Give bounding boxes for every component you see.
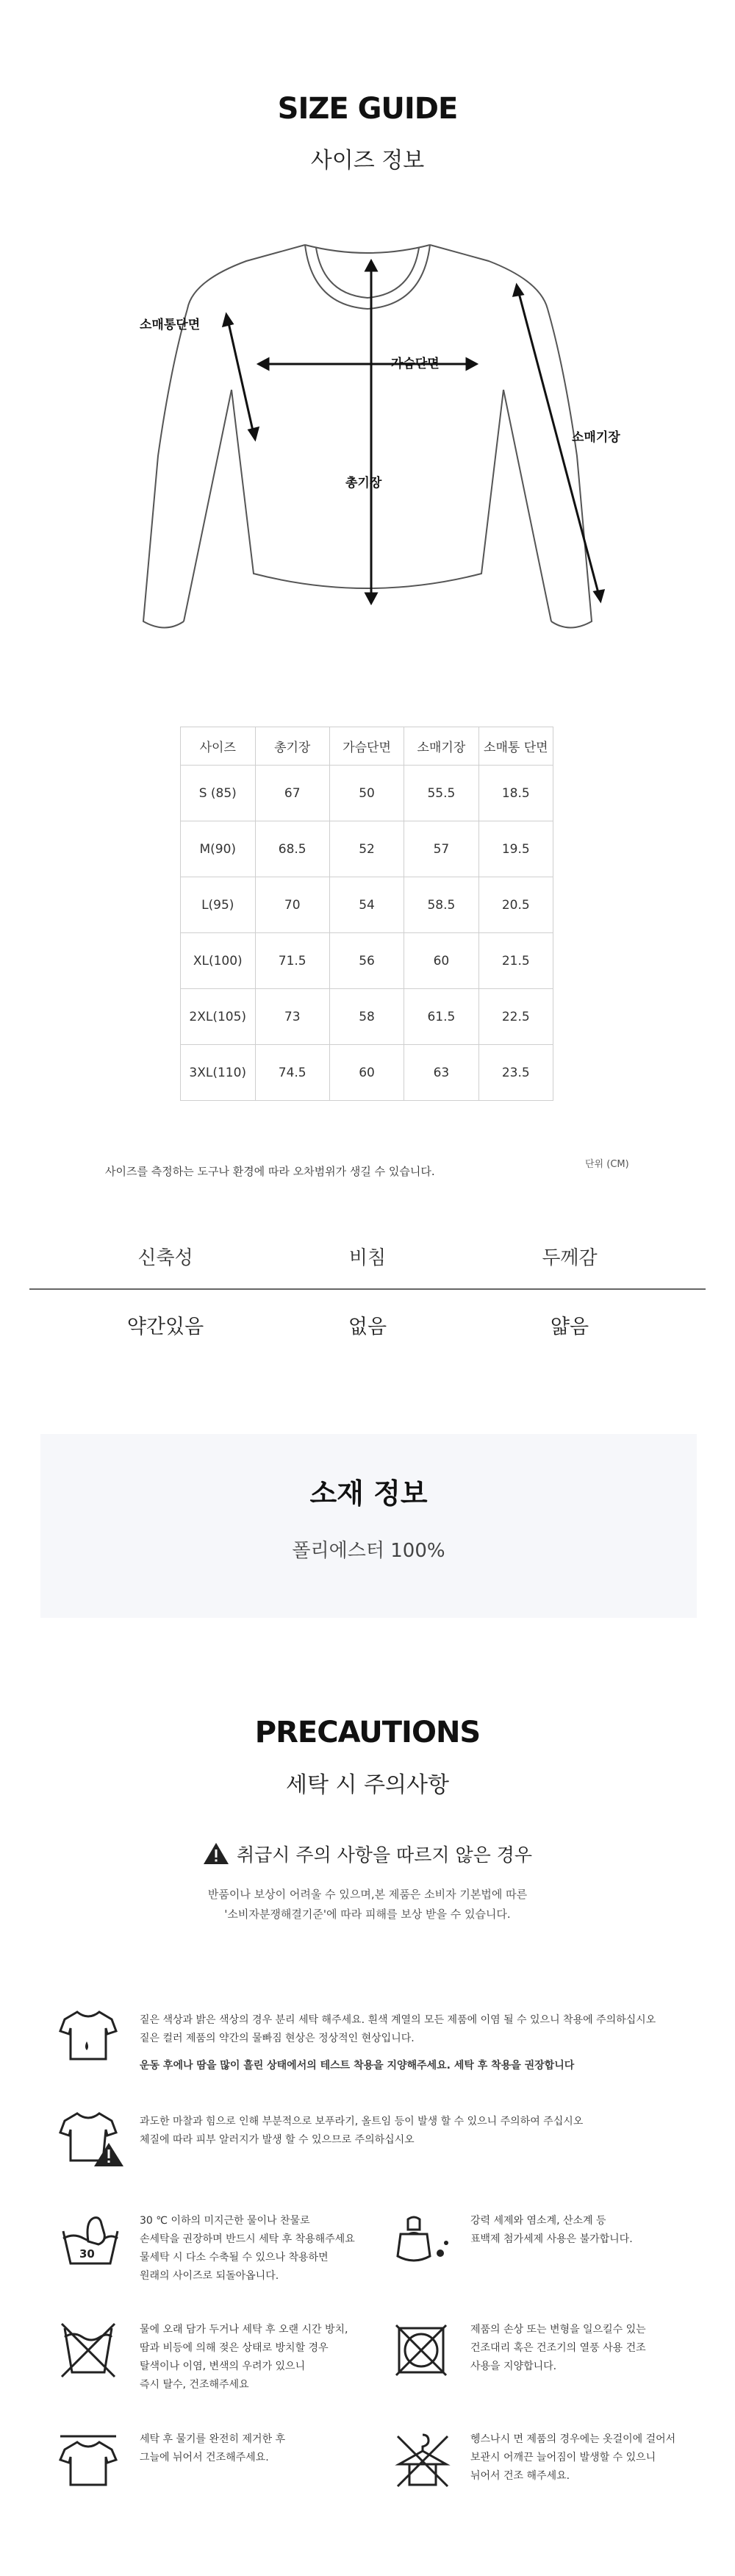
warning-line-2: '소비자분쟁해결기준'에 따라 피해를 보상 받을 수 있습니다. [224,1908,511,1921]
care-line: 그늘에 뉘어서 건조해주세요. [140,2452,269,2463]
care-line: 세탁 후 물기를 완전히 제거한 후 [140,2433,286,2445]
label-sleeve-length: 소매기장 [572,430,620,445]
property-label-thickness: 두께감 [542,1247,598,1269]
measurement-arrows [223,261,603,603]
size-guide-subtitle: 사이즈 정보 [310,148,425,174]
care-line: 물세탁 시 다소 수축될 수 있으나 착용하면 [140,2252,329,2263]
table-row [181,1045,553,1101]
table-cell: 71.5 [255,933,329,989]
table-cell: 2XL(105) [181,989,256,1045]
unit-label: 단위 (CM) [585,1159,629,1170]
table-cell: 70 [255,877,329,933]
property-label-stretch: 신축성 [137,1247,193,1269]
care-line: 즉시 탈수, 건조해주세요 [140,2379,249,2391]
care-text-2 [140,2113,713,2149]
material-value: 폴리에스터 100% [292,1540,445,1562]
table-cell: 61.5 [404,989,478,1045]
table-cell: 68.5 [255,821,329,877]
table-cell: 56 [329,933,404,989]
no-tumble-dry-icon [393,2321,452,2380]
property-divider [29,1288,706,1290]
table-cell: 19.5 [478,821,553,877]
care-line: 짙은 컬러 제품의 약간의 물빠짐 현상은 정상적인 현상입니다. [140,2033,415,2044]
property-label-transparency: 비침 [348,1247,387,1269]
care-line: 손세탁을 권장하며 반드시 세탁 후 착용해주세요 [140,2233,355,2245]
dry-flat-icon [59,2430,118,2489]
care-line: 물에 오래 담가 두거나 세탁 후 오랜 시간 방치, [140,2324,348,2336]
precautions-subtitle: 세탁 시 주의사항 [286,1772,449,1798]
table-cell: 54 [329,877,404,933]
table-cell: 50 [329,766,404,821]
care-line: 땀과 비등에 의해 젖은 상태로 방치할 경우 [140,2342,329,2354]
material-title: 소재 정보 [309,1477,428,1510]
care-line: 30 ℃ 이하의 미지근한 물이나 찬물로 [140,2215,310,2227]
care-text-6 [470,2321,713,2376]
care-line: 뉘어서 건조 해주세요. [470,2470,570,2482]
table-cell: 55.5 [404,766,478,821]
care-line: 제품의 손상 또는 변형을 일으킬수 있는 [470,2324,646,2336]
garment-diagram [0,221,735,662]
sweatshirt-outline [143,245,592,628]
size-table [180,727,553,1101]
no-hang-dry-icon [393,2430,452,2489]
table-cell: 58.5 [404,877,478,933]
care-text-4 [470,2212,713,2249]
table-cell: 73 [255,989,329,1045]
table-row [181,821,553,877]
table-cell: 3XL(110) [181,1045,256,1101]
no-bleach-icon [393,2212,452,2269]
label-sleeve-width: 소매통단면 [140,318,201,332]
care-line: 체질에 따라 피부 알러지가 발생 할 수 있으므로 주의하십시오 [140,2134,415,2146]
property-value-stretch: 약간있음 [126,1316,204,1338]
tshirt-warning-icon [59,2109,125,2168]
warning-heading [0,1841,735,1867]
care-text-7 [140,2430,382,2467]
table-row [181,766,553,821]
size-guide-title: SIZE GUIDE [277,92,458,126]
table-row [181,989,553,1045]
table-cell: XL(100) [181,933,256,989]
table-header-cell: 가슴단면 [329,727,404,766]
table-cell: 74.5 [255,1045,329,1101]
care-text-5 [140,2321,382,2394]
table-cell: 52 [329,821,404,877]
warning-title: 취급시 주의 사항을 따르지 않은 경우 [237,1844,532,1866]
precautions-title: PRECAUTIONS [254,1716,481,1749]
svg-text:30: 30 [79,2247,95,2261]
table-cell: 63 [404,1045,478,1101]
care-text-1 [140,2011,713,2075]
table-cell: 60 [404,933,478,989]
care-line: 탈색이나 이염, 변색의 우려가 있으니 [140,2361,306,2372]
table-cell: 22.5 [478,989,553,1045]
table-cell: 20.5 [478,877,553,933]
table-cell: 60 [329,1045,404,1101]
property-value-transparency: 없음 [348,1316,387,1338]
table-header-cell: 총기장 [255,727,329,766]
tshirt-icon [59,2008,118,2065]
care-line: 헹스나시 면 제품의 경우에는 옷걸이에 걸어서 [470,2433,676,2445]
table-cell: 23.5 [478,1045,553,1101]
table-header-cell: 소매통 단면 [478,727,553,766]
table-row [181,877,553,933]
table-header-cell: 사이즈 [181,727,256,766]
warning-line-1: 반품이나 보상이 어려울 수 있으며,본 제품은 소비자 기본법에 따른 [207,1888,528,1901]
table-cell: 57 [404,821,478,877]
care-line: 사용을 지양합니다. [470,2361,557,2372]
care-text-3 [140,2212,375,2286]
material-box [40,1434,697,1618]
table-header-row [181,727,553,766]
table-header-cell: 소매기장 [404,727,478,766]
care-line-bold: 운동 후에나 땀을 많이 흘린 상태에서의 테스트 착용을 지양해주세요. 세탁 후 착용을 권장합니다 [140,2060,575,2072]
table-cell: M(90) [181,821,256,877]
care-line: 강력 세제와 염소계, 산소계 등 [470,2215,606,2227]
table-row [181,933,553,989]
warning-icon [203,1841,229,1865]
table-cell: 21.5 [478,933,553,989]
label-chest: 가슴단면 [391,357,440,371]
care-line: 표백제 첨가세제 사용은 불가합니다. [470,2233,633,2245]
care-text-8 [470,2430,720,2486]
care-line: 건조대리 혹은 건조기의 열풍 사용 건조 [470,2342,646,2354]
care-line: 보관시 어깨끈 늘어짐이 발생할 수 있으니 [470,2452,656,2463]
care-line: 과도한 마찰과 힘으로 인해 부분적으로 보푸라기, 올트임 등이 발생 할 수 있으니 주의하여 주십시오 [140,2116,584,2127]
property-value-thickness: 얇음 [550,1316,589,1338]
table-cell: 18.5 [478,766,553,821]
measurement-note: 사이즈를 측정하는 도구나 환경에 따라 오차범위가 생길 수 있습니다. [105,1165,435,1178]
table-cell: L(95) [181,877,256,933]
no-soak-icon [59,2321,118,2380]
care-line: 짙은 색상과 밝은 색상의 경우 분리 세탁 해주세요. 흰색 계열의 모든 제품에 이염 될 수 있으니 착용에 주의하십시오 [140,2014,656,2026]
table-cell: 58 [329,989,404,1045]
care-line: 원래의 사이즈로 되돌아옵니다. [140,2270,279,2282]
table-cell: S (85) [181,766,256,821]
handwash-icon [59,2212,122,2271]
table-cell: 67 [255,766,329,821]
label-total-length: 총기장 [345,476,382,490]
